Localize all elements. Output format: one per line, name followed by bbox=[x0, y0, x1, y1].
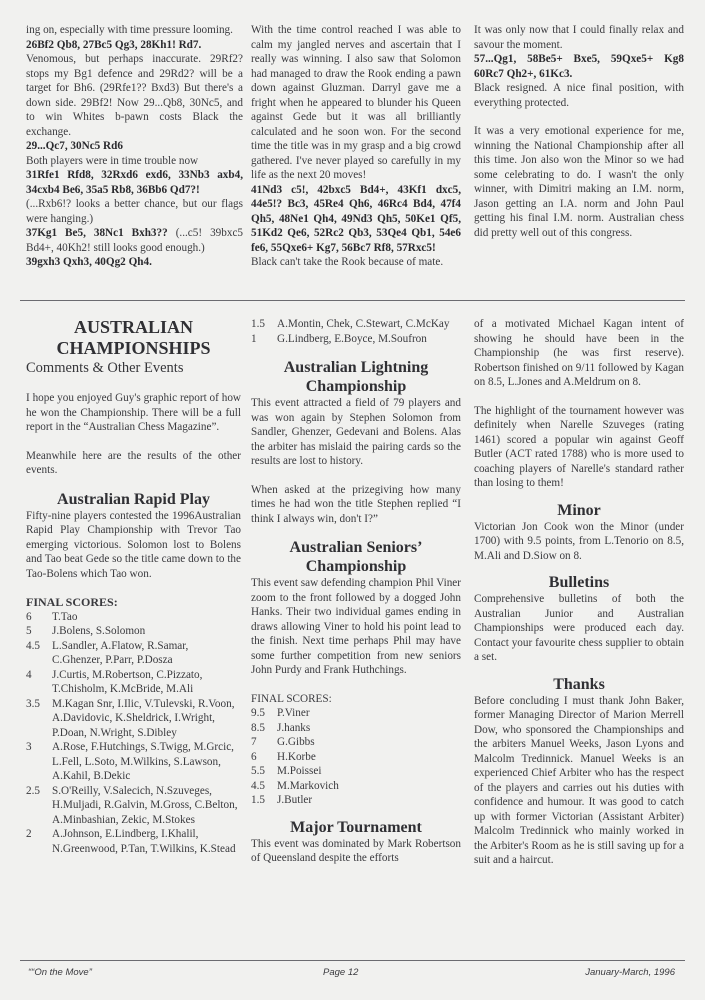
top-column-3 bbox=[474, 23, 684, 240]
score-points: 1 bbox=[251, 332, 257, 345]
footer-date: January-March, 1996 bbox=[585, 967, 675, 978]
minor-body: Victorian Jon Cook won the Minor (under 1700) with 9.5 points, from L.Tenorio on 8.5, M.Ali and D.Siow on 8. bbox=[474, 520, 684, 562]
chess-moves: 41Nd3 c5!, 42bxc5 Bd4+, 43Kf1 dxc5, 44e5!? Bc3, 45Re4 Qh6, 46Rc4 Bd4, 47f4 Qh5, 48Ne1 Qh4, 49Nd3 Qh5, 50Ke1 Qf5, 51Kd2 Qe6, 52Rc2 Qb3, 53Qe4 Qb1, 54e6 fe6, 55Qxe6+ Kg7, 56Bc7 Rf8, 57Rxc5! bbox=[251, 183, 461, 254]
intro-paragraph: I hope you enjoyed Guy's graphic report of how he won the Championship. There will be a full report in the “Australian Chess Magazine”. bbox=[26, 392, 241, 433]
paragraph: With the time control reached I was able to calm my jangled nerves and ascertain that I really was winning. I also saw that Solomon had managed to draw the Rook ending a pawn down against Gluzman. Darryl gave me a fright when he appeared to blunder his Queen against Gede but it was all brilliantly calculated and he soon won. For the second time the title was in my grasp and a big crowd gathered. I've never played so carefully in my life as the next 20 moves! bbox=[251, 24, 461, 181]
major-body: This event was dominated by Mark Robertson of Queensland despite the efforts bbox=[251, 837, 461, 864]
section-heading-seniors-line-1: Australian Seniors’ bbox=[289, 539, 423, 556]
chess-moves: 29...Qc7, 30Nc5 Rd6 bbox=[26, 140, 123, 152]
score-points: 4.5 bbox=[251, 779, 265, 792]
score-names: M.Kagan Snr, I.Ilic, V.Tulevski, R.Voon, A.Davidovic, K.Sheldrick, I.Wright, P.Doan, N.Wright, S.Dibley bbox=[52, 697, 235, 739]
score-points: 5 bbox=[26, 625, 32, 637]
chess-moves: 26Bf2 Qb8, 27Bc5 Qg3, 28Kh1! Rd7. bbox=[26, 38, 202, 51]
score-names: H.Korbe bbox=[277, 750, 316, 763]
score-row bbox=[26, 784, 241, 828]
intro-paragraph: Meanwhile here are the results of the other events. bbox=[26, 449, 241, 476]
score-points: 7 bbox=[251, 736, 257, 748]
score-row bbox=[26, 740, 241, 784]
section-heading-lightning-line-1: Australian Lightning bbox=[283, 359, 429, 376]
rapid-play-body: Fifty-nine players contested the 1996Australian Rapid Play Championship with Trevor Tao emerging victorious. Solomon lost to Bolens and Tao beat Gede so the title came down to the Tao-Bolens which Tao won. bbox=[26, 509, 241, 580]
score-row bbox=[26, 624, 241, 639]
paragraph-mixed bbox=[26, 226, 243, 255]
score-names: J.hanks bbox=[277, 721, 311, 734]
score-names: J.Curtis, M.Robertson, C.Pizzato, T.Chisholm, K.McBride, M.Ali bbox=[52, 668, 203, 695]
section-heading-minor: Minor bbox=[557, 501, 601, 519]
score-points: 8.5 bbox=[251, 721, 265, 734]
final-scores-label: FINAL SCORES: bbox=[251, 692, 332, 705]
score-points: 6 bbox=[26, 610, 32, 623]
score-points: 9.5 bbox=[251, 707, 265, 719]
section-heading-bulletins: Bulletins bbox=[548, 574, 610, 591]
footer-divider bbox=[20, 960, 685, 961]
score-row bbox=[251, 721, 461, 736]
article-column-2 bbox=[251, 317, 461, 866]
lightning-body-2: When asked at the prizegiving how many times he had won the title Stephen replied “I think I always win, don't I?” bbox=[251, 483, 461, 525]
score-row bbox=[251, 317, 461, 332]
score-points: 6 bbox=[251, 750, 257, 763]
score-points: 3.5 bbox=[26, 697, 40, 710]
annotation: (...c5! 39bxc5 Bd4+, 40Kh2! still looks good enough.) bbox=[26, 227, 244, 254]
score-points: 2.5 bbox=[26, 784, 40, 797]
score-row bbox=[251, 332, 461, 347]
section-heading-lightning-line-2: Championship bbox=[305, 378, 407, 395]
score-names: J.Butler bbox=[277, 794, 313, 806]
article-column-3 bbox=[474, 317, 684, 868]
top-column-2 bbox=[251, 23, 461, 270]
paragraph: It was a very emotional experience for me, winning the National Championship after all this time. Jon also won the Minor so we had some celebrating to do. I wasn't the only winner, with Dimitri making an I.M. norm, Jason getting an I.A. norm and John Paul getting his final I.M. norm. Australian chess did pretty well out of this congress. bbox=[474, 125, 684, 239]
top-column-1 bbox=[26, 23, 243, 270]
article-title-line-1: AUSTRALIAN bbox=[73, 317, 194, 337]
paragraph: Black resigned. A nice final position, with everything protected. bbox=[474, 82, 684, 109]
paragraph: (...Rxb6!? looks a better chance, but our flags were hanging.) bbox=[26, 198, 243, 225]
section-heading-seniors-line-2: Championship bbox=[305, 558, 407, 575]
score-points: 4 bbox=[26, 668, 32, 681]
score-row bbox=[26, 610, 241, 625]
score-row bbox=[251, 750, 461, 765]
footer-page-number: Page 12 bbox=[323, 967, 359, 978]
article-column-1 bbox=[26, 317, 241, 856]
score-names: L.Sandler, A.Flatow, R.Samar, C.Ghenzer, P.Parr, P.Dosza bbox=[52, 639, 189, 666]
score-row bbox=[26, 639, 241, 668]
thanks-body: Before concluding I must thank John Baker, former Managing Director of Marion Merrell Dow, who sponsored the Championships and the arbiters Manuel Weeks, Jason Lyons and Malcolm Tredinnick. Manuel Weeks is an experienced Chief Arbiter who has the respect of the players and carries out his duties with confidence and humour. It was good to catch up with former Victorian (Assistant Arbiter) Malcolm Tredinnick who mainly worked in the Arbiter's Room as he is still saving up for a suit and a haircut. bbox=[474, 694, 684, 866]
score-row bbox=[251, 764, 461, 779]
paragraph: Venomous, but perhaps inaccurate. 29Rf2? stops my Bg1 defence and 29Rd2? will be a target for Bh6. (29Rfe1?? Bxd3) But there's a down side. 29Bf2! Now 29...Qb8, 30Nc5, and to win Whites b-pawn costs Black the exchange. bbox=[26, 53, 243, 138]
chess-moves: 39gxh3 Qxh3, 40Qg2 Qh4. bbox=[26, 256, 152, 268]
lightning-body: This event attracted a field of 79 players and was won again by Stephen Solomon from Sandler, Ghenzer, Gedevani and Bolens. Alas the arbiter has mislaid the pairing cards so the results are lost to history. bbox=[251, 397, 461, 467]
score-names: A.Rose, F.Hutchings, S.Twigg, M.Grcic, L.Fell, L.Soto, M.Wilkins, S.Lawson, A.Kahil, B.Dekic bbox=[52, 741, 234, 782]
paragraph: It was only now that I could finally relax and savour the moment. bbox=[474, 24, 684, 51]
score-names: G.Lindberg, E.Boyce, M.Soufron bbox=[277, 332, 427, 345]
bulletins-body: Comprehensive bulletins of both the Australian Junior and Australian Championships were produced each day. Contact your favourite chess supplier to obtain a set. bbox=[474, 593, 684, 663]
score-row bbox=[26, 827, 241, 856]
spacer bbox=[474, 110, 684, 124]
score-points: 1.5 bbox=[251, 794, 265, 806]
article-subtitle: Comments & Other Events bbox=[26, 360, 184, 376]
score-points: 4.5 bbox=[26, 639, 40, 652]
score-points: 5.5 bbox=[251, 765, 265, 777]
article-title-line-2: CHAMPIONSHIPS bbox=[56, 338, 211, 358]
score-points: 1.5 bbox=[251, 318, 265, 330]
major-body-2: The highlight of the tournament however was definitely when Narelle Szuveges (rating 1461) scored a popular win against Geoff Butler (ACT rated 1788) who is more used to coaching players of Narelle's standard rather than losing to them! bbox=[474, 404, 684, 489]
score-names: G.Gibbs bbox=[277, 736, 315, 748]
score-row bbox=[251, 779, 461, 794]
score-names: A.Johnson, E.Lindberg, I.Khalil, N.Greenwood, P.Tan, T.Wilkins, K.Stead bbox=[52, 828, 236, 855]
chess-moves: 31Rfe1 Rfd8, 32Rxd6 exd6, 33Nb3 axb4, 34cxb4 Be6, 35a5 Rb8, 36Bb6 Qd7?! bbox=[26, 169, 243, 196]
paragraph: ing on, especially with time pressure looming. bbox=[26, 24, 233, 36]
section-heading-thanks: Thanks bbox=[553, 675, 605, 693]
score-names: T.Tao bbox=[52, 610, 78, 623]
section-divider bbox=[20, 300, 685, 301]
score-row bbox=[251, 706, 461, 721]
score-names: P.Viner bbox=[277, 707, 310, 719]
score-row bbox=[26, 697, 241, 741]
paragraph: Black can't take the Rook because of mate. bbox=[251, 256, 444, 268]
final-scores-label: FINAL SCORES: bbox=[26, 595, 118, 609]
score-row bbox=[251, 793, 461, 808]
score-row bbox=[251, 735, 461, 750]
section-heading-major: Major Tournament bbox=[290, 818, 422, 836]
score-names: S.O'Reilly, V.Salecich, N.Szuveges, H.Muljadi, R.Galvin, M.Gross, C.Belton, A.Minbashian, Zekic, M.Stokes bbox=[52, 784, 238, 826]
section-heading-rapid-play: Australian Rapid Play bbox=[57, 490, 210, 508]
score-names: J.Bolens, S.Solomon bbox=[52, 625, 146, 637]
score-names: A.Montin, Chek, C.Stewart, C.McKay bbox=[277, 318, 450, 330]
score-points: 2 bbox=[26, 828, 32, 840]
major-body-continued: of a motivated Michael Kagan intent of showing he should have been in the Championship (he was first reserve). Robertson finished on 9/11 followed by Kagan on 8.5, L.Jones and A.Meldrum on 8. bbox=[474, 318, 684, 388]
seniors-body: This event saw defending champion Phil Viner zoom to the front followed by a dogged John Hanks. Their two individual games ending in draws allowing Viner to hold his point lead to the finish. Next time perhaps Phil may have some further competition from new seniors John Purdy and Frank Huthchings. bbox=[251, 577, 461, 676]
score-names: M.Poissei bbox=[277, 765, 322, 777]
chess-moves: 37Kg1 Be5, 38Nc1 Bxh3?? bbox=[26, 227, 168, 239]
chess-moves: 57...Qg1, 58Be5+ Bxe5, 59Qxe5+ Kg8 60Rc7 Qh2+, 61Kc3. bbox=[474, 53, 684, 80]
paragraph: Both players were in time trouble now bbox=[26, 154, 199, 167]
score-names: M.Markovich bbox=[277, 779, 339, 792]
score-row bbox=[26, 668, 241, 697]
score-points: 3 bbox=[26, 741, 32, 753]
footer-publication: ““On the Move” bbox=[28, 967, 92, 978]
